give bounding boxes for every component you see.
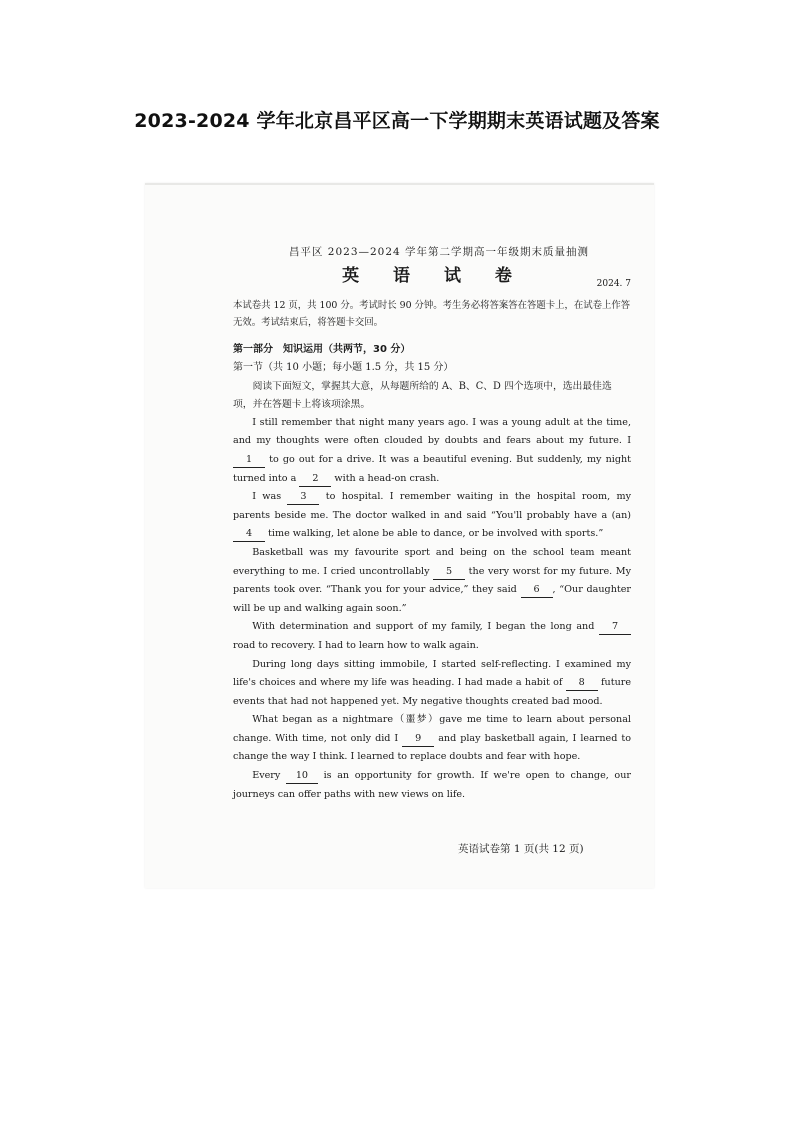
passage-paragraph-4	[233, 618, 631, 655]
scanned-exam-page	[145, 183, 654, 888]
blank-2: 2	[299, 472, 331, 487]
paragraph-text: road to recovery. I had to learn how to walk again.	[233, 639, 479, 651]
section-heading: 第一节（共 10 小题；每小题 1.5 分，共 15 分）	[233, 362, 454, 374]
paragraph-text: Basketball was my favourite sport and being on the school team meant everything to me. I cried uncontrollably	[233, 546, 631, 577]
exam-title-row	[237, 265, 631, 295]
blank-5: 5	[433, 565, 465, 580]
blank-8: 8	[566, 676, 598, 691]
paragraph-text: to hospital. I remember waiting in the hospital room, my parents beside me. The doctor walked in and said “You'll probably have a (an)	[233, 491, 631, 521]
passage-paragraph-2	[233, 488, 631, 544]
document-title: 2023-2024 学年北京昌平区高一下学期期末英语试题及答案	[134, 110, 660, 132]
passage-paragraph-5	[233, 656, 631, 712]
blank-4: 4	[233, 527, 265, 542]
exam-content	[233, 243, 632, 804]
page-footer: 英语试卷第 1 页(共 12 页)	[458, 843, 584, 855]
passage-paragraph-7	[233, 767, 631, 804]
paragraph-text: I still remember that night many years ago. I was a young adult at the time, and my thoughts were often clouded by doubts and fears about my future. I	[233, 416, 631, 447]
paragraph-text: With determination and support of my family, I began the long and	[252, 621, 599, 633]
paragraph-text: future events that had not happened yet. My negative thoughts created bad mood.	[233, 677, 632, 707]
paragraph-text: with a head-on crash.	[331, 472, 440, 484]
paragraph-text: I was	[252, 491, 288, 503]
paragraph-text: the very worst for my future. My parents took over. “Thank you for your advice,” they said	[233, 565, 632, 596]
section-directions: 阅读下面短文，掌握其大意，从每题所给的 A、B、C、D 四个选项中，选出最佳选项，并在答题卡上将该项涂黑。	[233, 380, 612, 410]
paragraph-text: and play basketball again, I learned to change the way I think. I learned to replace doubts and fear with hope.	[233, 732, 632, 763]
passage-paragraph-1	[233, 414, 631, 488]
exam-date: 2024. 7	[596, 278, 631, 289]
paragraph-text: , “Our daughter will be up and walking again soon.”	[233, 584, 631, 614]
blank-1: 1	[233, 453, 265, 468]
exam-instructions: 本试卷共 12 页，共 100 分。考试时长 90 分钟。考生务必将答案答在答题卡上，在试卷上作答无效。考试结束后，将答题卡交回。	[233, 299, 631, 328]
passage-paragraph-6	[233, 711, 631, 767]
paragraph-text: to go out for a drive. It was a beautiful evening. But suddenly, my night turned into a	[233, 453, 631, 484]
blank-10: 10	[286, 769, 318, 784]
blank-3: 3	[287, 490, 319, 505]
paragraph-text: During long days sitting immobile, I started self-reflecting. I examined my life's choices and where my life was heading. I had made a habit of	[233, 658, 631, 689]
scan-edge-divider	[145, 183, 654, 185]
paragraph-text: What began as a nightmare（噩梦）gave me time to learn about personal change. With time, not only did I	[233, 714, 631, 744]
part-heading: 第一部分 知识运用（共两节，30 分）	[233, 343, 411, 355]
blank-7: 7	[599, 620, 631, 635]
passage-paragraph-3	[233, 544, 631, 618]
blank-6: 6	[521, 583, 553, 598]
exam-header: 昌平区 2023—2024 学年第二学期高一年级期末质量抽测	[288, 246, 590, 258]
exam-title: 英 语 试 卷	[342, 265, 526, 286]
paragraph-text: is an opportunity for growth. If we're open to change, our journeys can offer paths with new views on life.	[233, 770, 631, 800]
paragraph-text: Every	[252, 770, 286, 782]
paragraph-text: time walking, let alone be able to dance, or be involved with sports.”	[265, 528, 604, 540]
blank-9: 9	[402, 732, 434, 747]
